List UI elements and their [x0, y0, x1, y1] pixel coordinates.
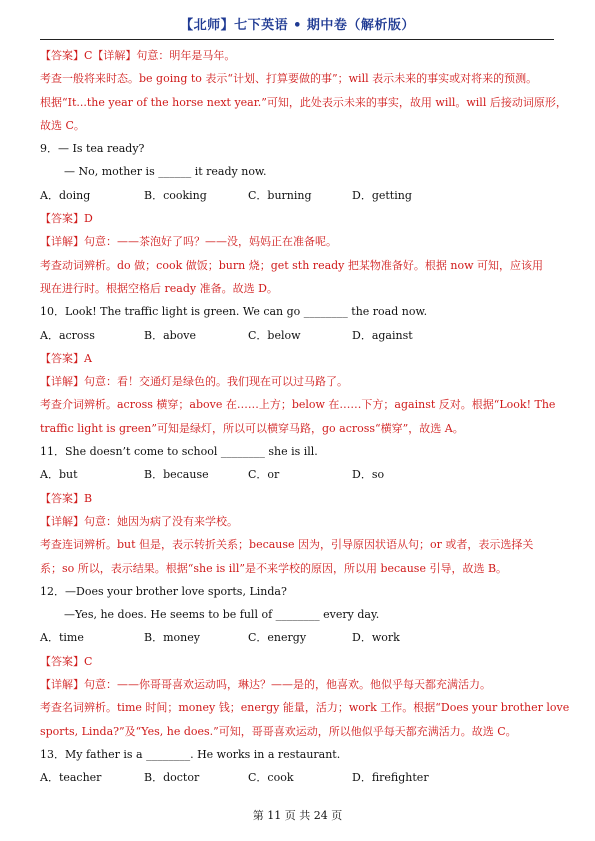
- question-line: —Yes, he does. He seems to be full of ________ every day.: [64, 608, 380, 622]
- question-line: 11．She doesn’t come to school ________ she is ill.: [40, 445, 318, 459]
- answer-option: C．energy: [248, 631, 307, 645]
- answer-options-row: [40, 184, 554, 207]
- explanation-line: 【详解】句意：——茶泡好了吗？——没，妈妈正在准备呢。: [40, 235, 337, 249]
- answer-option: A．doing: [40, 188, 91, 202]
- answer-option: B．doctor: [144, 771, 200, 785]
- answer-option: C．cook: [248, 771, 294, 785]
- answer-options-row: [40, 324, 554, 347]
- answer-option: B．because: [144, 468, 209, 482]
- explanation-line: traffic light is green”可知是绿灯，所以可以横穿马路，go across“横穿”，故选 A。: [40, 421, 464, 435]
- question-line: — No, mother is ______ it ready now.: [64, 165, 267, 179]
- question-line: 12．—Does your brother love sports, Linda?: [40, 584, 287, 598]
- answer-option: B．money: [144, 631, 200, 645]
- answer-option: A．but: [40, 468, 78, 482]
- explanation-line: 现在进行时。根据空格后 ready 准备。故选 D。: [40, 281, 278, 295]
- explanation-line: 考查动词辨析。do 做；cook 做饭；burn 烧；get sth ready 把某物准备好。根据 now 可知，应该用: [40, 258, 544, 272]
- explanation-line: 考查连词辨析。but 但是，表示转折关系；because 因为，引导原因状语从句；or 或者，表示选择关: [40, 538, 534, 552]
- answer-option: D．work: [352, 631, 400, 645]
- header-divider: [40, 39, 554, 40]
- answer-option: D．so: [352, 468, 385, 482]
- explanation-line: 根据“It...the year of the horse next year.”可知，此处表示未来的事实，故用 will。will 后接动词原形，: [40, 95, 567, 109]
- answer-option: A．across: [40, 328, 95, 342]
- answer-option: D．against: [352, 328, 413, 342]
- answer-option: C．below: [248, 328, 301, 342]
- explanation-line: 考查一般将来时态。be going to 表示“计划、打算要做的事”；will 表示未来的事实或对将来的预测。: [40, 72, 538, 86]
- explanation-line: 系；so 所以，表示结果。根据“she is ill”是不来学校的原因，所以用 because 引导，故选 B。: [40, 561, 508, 575]
- explanation-line: 考查名词辨析。time 时间；money 钱；energy 能量，活力；work 工作。根据“Does your brother love: [40, 701, 570, 715]
- answer-option: C．or: [248, 468, 280, 482]
- explanation-line: 【答案】B: [40, 491, 93, 505]
- answer-option: C．burning: [248, 188, 312, 202]
- explanation-line: 【详解】句意：——你哥哥喜欢运动吗，琳达？——是的，他喜欢。他似乎每天都充满活力。: [40, 678, 491, 692]
- answer-options-row: [40, 766, 554, 789]
- explanation-line: 【答案】C: [40, 654, 93, 668]
- question-line: 13．My father is a ________. He works in a restaurant.: [40, 747, 341, 761]
- answer-option: B．above: [144, 328, 197, 342]
- explanation-line: 故选 C。: [40, 118, 85, 132]
- answer-option: B．cooking: [144, 188, 207, 202]
- explanation-line: 考查介词辨析。across 横穿；above 在……上方；below 在……下方；against 反对。根据“Look! The: [40, 398, 556, 412]
- question-line: 9．— Is tea ready?: [40, 142, 145, 156]
- question-line: 10．Look! The traffic light is green. We can go ________ the road now.: [40, 305, 428, 319]
- answer-options-row: [40, 463, 554, 486]
- explanation-line: 【详解】句意：她因为病了没有来学校。: [40, 514, 238, 528]
- answer-option: A．time: [40, 631, 84, 645]
- explanation-line: sports, Linda?”及“Yes, he does.”可知，哥哥喜欢运动，所以他似乎每天都充满活力。故选 C。: [40, 724, 517, 738]
- explanation-line: 【答案】C【详解】句意：明年是马年。: [40, 49, 236, 62]
- page-header-title: 【北师】七下英语 • 期中卷（解析版）: [180, 18, 415, 33]
- document-body: [40, 44, 570, 790]
- explanation-line: 【答案】D: [40, 212, 93, 226]
- page-footer-number: 第 11 页 共 24 页: [252, 809, 343, 822]
- answer-option: D．firefighter: [352, 771, 429, 785]
- answer-options-row: [40, 626, 554, 649]
- explanation-line: 【详解】句意：看！交通灯是绿色的。我们现在可以过马路了。: [40, 375, 348, 389]
- answer-option: D．getting: [352, 188, 412, 202]
- answer-option: A．teacher: [40, 771, 102, 785]
- explanation-line: 【答案】A: [40, 351, 92, 365]
